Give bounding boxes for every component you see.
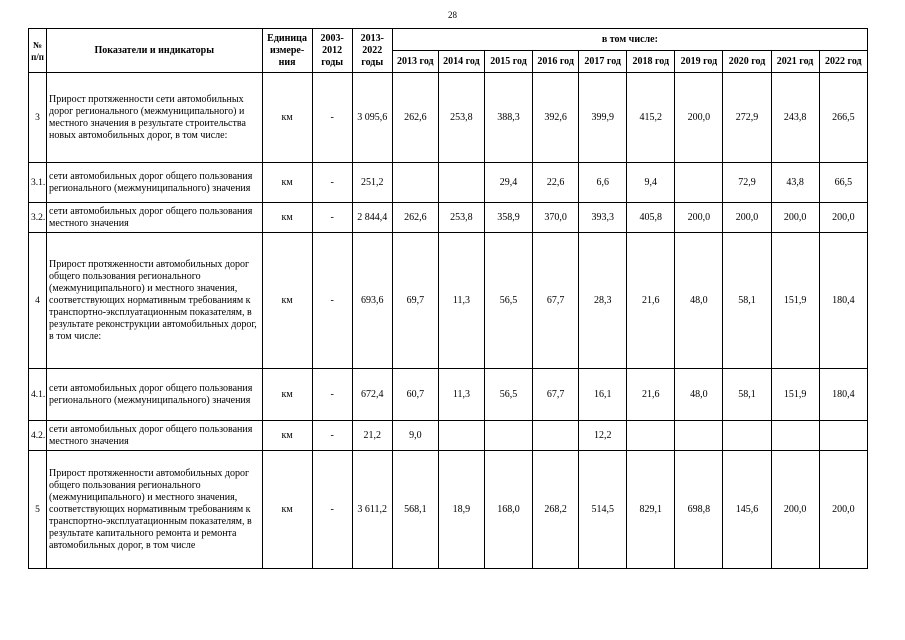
row-period-2003-2012: -	[312, 369, 352, 421]
row-period-2013-2022: 3 611,2	[352, 451, 392, 569]
row-year-value	[723, 421, 771, 451]
header-num: № п/п	[29, 29, 47, 73]
row-year-value: 200,0	[723, 203, 771, 233]
row-number: 4.2.	[29, 421, 47, 451]
row-year-value: 415,2	[627, 73, 675, 163]
row-year-value: 58,1	[723, 369, 771, 421]
row-period-2003-2012: -	[312, 451, 352, 569]
row-year-value: 21,6	[627, 369, 675, 421]
row-year-value: 272,9	[723, 73, 771, 163]
row-year-value	[771, 421, 819, 451]
table-row	[29, 73, 868, 163]
row-year-value: 60,7	[392, 369, 438, 421]
row-year-value: 6,6	[579, 163, 627, 203]
row-year-value: 262,6	[392, 73, 438, 163]
row-year-value: 56,5	[484, 369, 532, 421]
header-year: 2016 год	[533, 51, 579, 73]
row-indicator: сети автомобильных дорог общего пользования регионального (межмуниципального) значения	[47, 369, 262, 421]
row-year-value: 151,9	[771, 369, 819, 421]
header-unit: Единица измере-ния	[262, 29, 312, 73]
row-unit: км	[262, 163, 312, 203]
row-year-value: 200,0	[819, 451, 867, 569]
row-indicator: сети автомобильных дорог общего пользования местного значения	[47, 203, 262, 233]
table-row	[29, 203, 868, 233]
row-year-value: 253,8	[438, 203, 484, 233]
row-year-value: 180,4	[819, 369, 867, 421]
row-year-value: 9,0	[392, 421, 438, 451]
row-unit: км	[262, 233, 312, 369]
row-number: 4.1.	[29, 369, 47, 421]
row-year-value	[533, 421, 579, 451]
row-year-value: 392,6	[533, 73, 579, 163]
row-year-value: 268,2	[533, 451, 579, 569]
row-year-value: 67,7	[533, 233, 579, 369]
row-year-value: 243,8	[771, 73, 819, 163]
row-unit: км	[262, 203, 312, 233]
header-year: 2020 год	[723, 51, 771, 73]
row-period-2013-2022: 693,6	[352, 233, 392, 369]
row-year-value	[484, 421, 532, 451]
row-year-value: 200,0	[675, 203, 723, 233]
row-year-value: 145,6	[723, 451, 771, 569]
row-year-value	[675, 421, 723, 451]
row-year-value: 22,6	[533, 163, 579, 203]
row-number: 3.2.	[29, 203, 47, 233]
table-row	[29, 451, 868, 569]
row-year-value: 43,8	[771, 163, 819, 203]
row-year-value: 388,3	[484, 73, 532, 163]
row-year-value: 72,9	[723, 163, 771, 203]
row-year-value: 698,8	[675, 451, 723, 569]
table-row	[29, 369, 868, 421]
row-year-value: 168,0	[484, 451, 532, 569]
row-unit: км	[262, 369, 312, 421]
row-year-value: 18,9	[438, 451, 484, 569]
row-period-2013-2022: 21,2	[352, 421, 392, 451]
row-year-value: 829,1	[627, 451, 675, 569]
row-year-value: 200,0	[675, 73, 723, 163]
row-year-value: 253,8	[438, 73, 484, 163]
row-year-value: 58,1	[723, 233, 771, 369]
row-year-value: 358,9	[484, 203, 532, 233]
row-period-2003-2012: -	[312, 163, 352, 203]
row-unit: км	[262, 451, 312, 569]
row-year-value: 405,8	[627, 203, 675, 233]
table-row	[29, 421, 868, 451]
row-year-value	[438, 163, 484, 203]
header-period-2013-2022: 2013-2022 годы	[352, 29, 392, 73]
row-year-value: 12,2	[579, 421, 627, 451]
header-year: 2018 год	[627, 51, 675, 73]
row-year-value: 262,6	[392, 203, 438, 233]
row-year-value: 11,3	[438, 369, 484, 421]
row-year-value: 200,0	[819, 203, 867, 233]
row-year-value: 48,0	[675, 369, 723, 421]
row-year-value: 514,5	[579, 451, 627, 569]
header-year: 2019 год	[675, 51, 723, 73]
row-year-value: 67,7	[533, 369, 579, 421]
row-year-value: 266,5	[819, 73, 867, 163]
row-year-value: 393,3	[579, 203, 627, 233]
row-indicator: Прирост протяженности автомобильных дорог общего пользования регионального (межмуниципального) и местного значения, соответствующих нормативным требованиям к транспортно-эксплуатационным показателям, в результате реконструкции автомобильных дорог, в том числе:	[47, 233, 262, 369]
row-period-2003-2012: -	[312, 233, 352, 369]
header-including: в том числе:	[392, 29, 867, 51]
row-year-value: 151,9	[771, 233, 819, 369]
row-number: 3	[29, 73, 47, 163]
row-indicator: Прирост протяженности сети автомобильных дорог регионального (межмуниципального) и местного значения в результате строительства новых автомобильных дорог, в том числе:	[47, 73, 262, 163]
row-year-value: 9,4	[627, 163, 675, 203]
row-period-2013-2022: 2 844,4	[352, 203, 392, 233]
row-year-value: 200,0	[771, 451, 819, 569]
indicators-table	[28, 28, 868, 569]
row-unit: км	[262, 73, 312, 163]
row-year-value	[438, 421, 484, 451]
row-period-2003-2012: -	[312, 421, 352, 451]
row-period-2013-2022: 672,4	[352, 369, 392, 421]
header-indicator: Показатели и индикаторы	[47, 29, 262, 73]
row-year-value: 48,0	[675, 233, 723, 369]
table-row	[29, 233, 868, 369]
header-year: 2013 год	[392, 51, 438, 73]
row-year-value: 69,7	[392, 233, 438, 369]
page-number: 28	[448, 10, 457, 20]
header-year: 2015 год	[484, 51, 532, 73]
row-year-value: 370,0	[533, 203, 579, 233]
row-year-value: 11,3	[438, 233, 484, 369]
row-year-value	[392, 163, 438, 203]
row-indicator: Прирост протяженности автомобильных дорог общего пользования регионального (межмуниципального) и местного значения, соответствующих нормативным требованиям к транспортно-эксплуатационным показателям, в результате капитального ремонта и ремонта автомобильных дорог, в том числе	[47, 451, 262, 569]
header-year: 2017 год	[579, 51, 627, 73]
row-year-value: 56,5	[484, 233, 532, 369]
row-period-2013-2022: 251,2	[352, 163, 392, 203]
row-indicator: сети автомобильных дорог общего пользования местного значения	[47, 421, 262, 451]
row-year-value: 399,9	[579, 73, 627, 163]
row-number: 3.1.	[29, 163, 47, 203]
row-year-value: 180,4	[819, 233, 867, 369]
row-year-value: 568,1	[392, 451, 438, 569]
row-period-2003-2012: -	[312, 73, 352, 163]
row-year-value: 28,3	[579, 233, 627, 369]
header-period-2003-2012: 2003-2012 годы	[312, 29, 352, 73]
row-year-value: 21,6	[627, 233, 675, 369]
row-year-value	[627, 421, 675, 451]
header-year: 2022 год	[819, 51, 867, 73]
row-year-value: 66,5	[819, 163, 867, 203]
row-year-value	[675, 163, 723, 203]
row-period-2013-2022: 3 095,6	[352, 73, 392, 163]
header-year: 2021 год	[771, 51, 819, 73]
row-indicator: сети автомобильных дорог общего пользования регионального (межмуниципального) значения	[47, 163, 262, 203]
row-year-value: 29,4	[484, 163, 532, 203]
row-year-value: 16,1	[579, 369, 627, 421]
header-year: 2014 год	[438, 51, 484, 73]
row-number: 5	[29, 451, 47, 569]
row-year-value	[819, 421, 867, 451]
row-number: 4	[29, 233, 47, 369]
row-year-value: 200,0	[771, 203, 819, 233]
row-unit: км	[262, 421, 312, 451]
table-row	[29, 163, 868, 203]
row-period-2003-2012: -	[312, 203, 352, 233]
